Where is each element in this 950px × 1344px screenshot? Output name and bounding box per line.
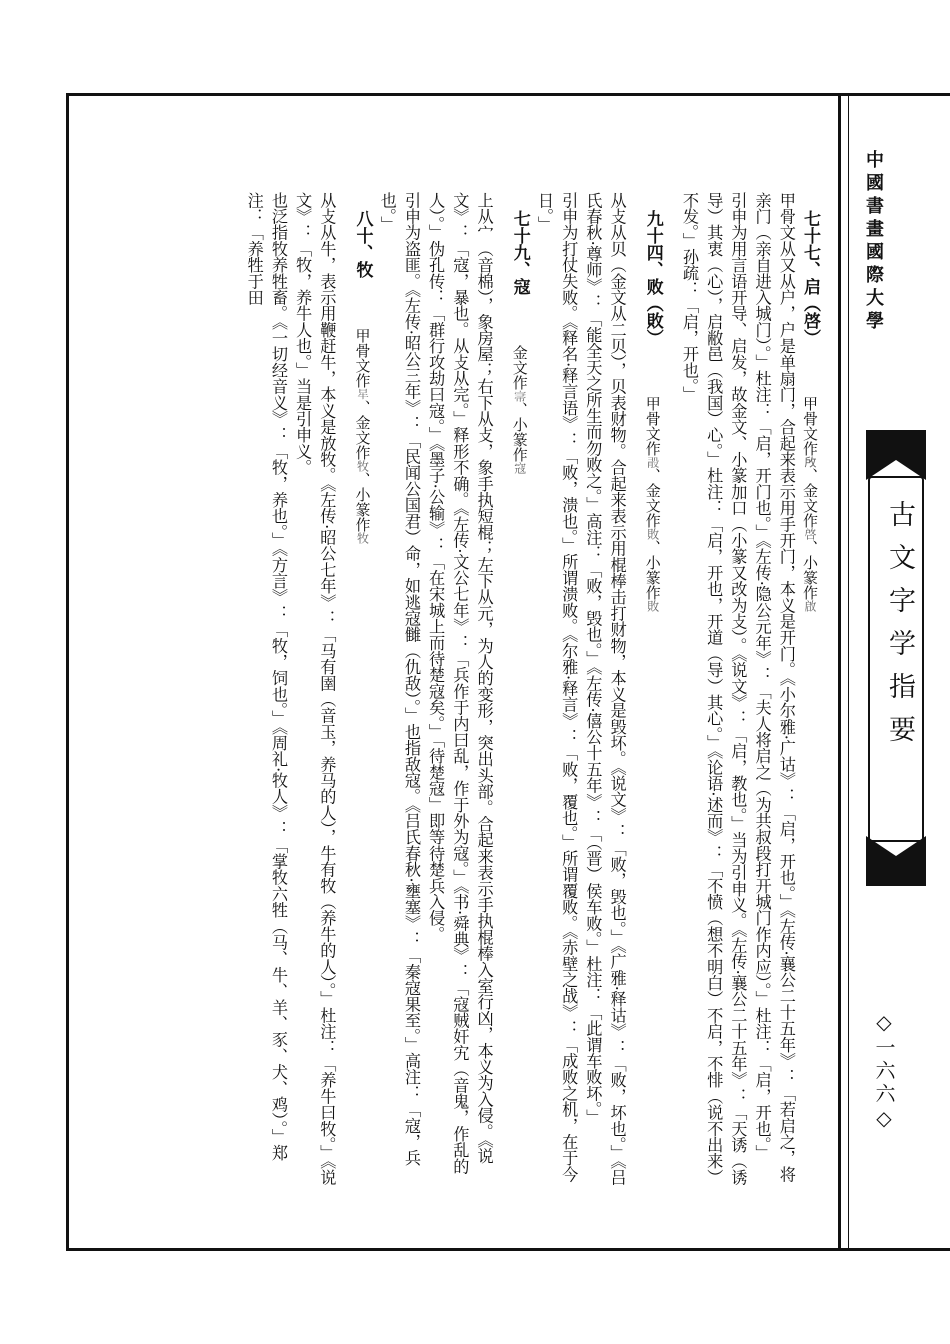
- entry-heading: [798, 176, 822, 1186]
- entry-paragraph: 从攴从牛，表示用鞭赶牛，本义是放牧。《左传·昭公七年》：「马有圉（音玉，养马的人），牛有牧（养牛的人）。」杜注：「养牛曰牧。」《说文》：「牧，养牛人也。」当是引申义。: [293, 192, 337, 1186]
- entry-forms: 甲骨文作𢼄、金文作啓、小篆作啟: [801, 395, 819, 612]
- university-name: 中國書畫國際大學: [863, 150, 884, 334]
- cartouche-top-ornament: [866, 430, 926, 480]
- book-title: 古文字学指要: [884, 500, 915, 758]
- cartouche-bottom-ornament: [866, 836, 926, 886]
- entry-title: 九十四、败（敗）: [642, 210, 663, 346]
- spine-rule-thin: [848, 93, 849, 1251]
- entry-heading: [508, 176, 532, 1186]
- body-text: [122, 176, 822, 1186]
- entry-paragraph: 甲骨文从又从户，户是单扇门，合起来表示用手开门，本义是开门。《小尔雅·广诂》：「启，开也。」《左传·襄公二十五年》：「若启之，将亲门（亲自进入城门）。」杜注：「启，开门也。」《左传·隐公元年》：「夫人将启之（为共叔段打开城门作内应）。」杜注：「启，开也。」: [752, 192, 796, 1183]
- entry-paragraph: 上从宀（音棉），象房屋；右下从攴，象手执短棍；左下从元，为人的变形，突出头部。合起来表示手执棍棒入室行凶，本义为入侵。《说文》：「寇，暴也。从攴从完。」释形不确。《左传·文公七年》：「兵作于内曰乱，作于外为寇。」《书·舜典》：「寇贼奸宄（音鬼，作乱的人）。」伪孔传：「群行攻劫曰寇。」《墨子·公输》：「在宋城上而待楚寇矣。」「待楚寇」即等待楚兵入侵。: [426, 192, 494, 1175]
- entry-title: 七十九、寇: [509, 210, 530, 295]
- entry-paragraph: 从攴从贝（金文从二贝），贝表财物。合起来表示用棍棒击打财物，本义是毁坏。《说文》：「败，毁也。」《广雅·释诂》：「败，坏也。」《吕氏春秋·尊师》：「能全天之所生而勿败之。」高注：「败，毁也。」《左传·僖公十五年》：「（晋）侯车败。」杜注：「此谓车败坏。」: [583, 192, 627, 1186]
- entry-forms: 金文作𡨦、小篆作寇: [510, 344, 529, 474]
- entry-paragraph: 引申为打仗失败。《释名·释言语》：「败，溃也。」所谓溃败。《尔雅·释言》：「败，覆也。」所谓覆败。《赤壁之战》：「成败之机，在于今日。」: [534, 192, 579, 1183]
- entry-forms: 甲骨文作𣪏、金文作敗、小篆作敗: [643, 395, 662, 612]
- entry-paragraph: 也泛指牧养牲畜。《一切经音义》：「牧，养也。」《方言》：「牧，饲也。」《周礼·牧人》：「掌牧六牲（马、牛、羊、豕、犬、鸡）。」郑注：「养牲于田: [244, 192, 288, 1162]
- page-number: ◇一六六◇: [872, 1010, 896, 1133]
- entry-paragraph: 引申为用言语开导、启发，故金文、小篆加口（小篆又改为攴）。《说文》：「启，教也。」当为引申义。《左传·襄公二十五年》：「天诱（诱导）其衷（心），启敝邑（我国）心。」杜注：「启，开也，开道（导）其心。」《论语·述而》：「不愤（想不明白）不启，不悱（说不出来）不发。」孙疏：「启，开也。」: [679, 192, 748, 1186]
- title-cartouche: [866, 430, 926, 886]
- entry-title: 八十、牧: [352, 210, 373, 278]
- entry-heading: [641, 176, 665, 1186]
- entry-title: 七十七、启（啓）: [800, 210, 820, 346]
- entry-forms: 甲骨文作𤘵、金文作牧、小篆作牧: [353, 327, 372, 544]
- spine-rule: [838, 93, 841, 1251]
- entry-paragraph: 引申为盗匪。《左传·昭公三年》：「民闻公国君）命，如逃寇雠（仇敌）。」也指敌寇。《吕氏春秋·壅塞》：「秦寇果至。」高注：「寇，兵也。」: [377, 192, 421, 1167]
- entry-heading: [350, 176, 374, 1186]
